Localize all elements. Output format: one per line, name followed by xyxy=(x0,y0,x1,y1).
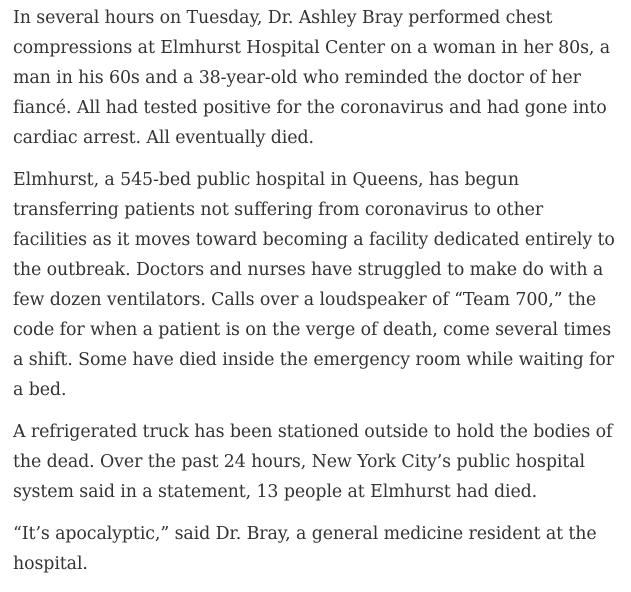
paragraph-2: Elmhurst, a 545-bed public hospital in Queens, has begun transferring patients not suffering from coronavirus to other facilities as it moves toward becoming a facility dedicated entirely to the outbreak. Doctors and nurses have struggled to make do with a few dozen ventilators. Calls over a loudspeaker of “Team 700,” the code for when a patient is on the verge of death, come several times a shift. Some have died inside the emergency room while waiting for a bed. xyxy=(13,170,615,400)
paragraph-1: In several hours on Tuesday, Dr. Ashley Bray performed chest compressions at Elmhurst Hospital Center on a woman in her 80s, a man in his 60s and a 38-year-old who reminded the doctor of her fiancé. All had tested positive for the coronavirus and had gone into cardiac arrest. All eventually died. xyxy=(13,8,611,148)
paragraph-3: A refrigerated truck has been stationed outside to hold the bodies of the dead. Over the past 24 hours, New York City’s public hospital system said in a statement, 13 people at Elmhurst had died. xyxy=(13,422,613,502)
paragraph-4: “It’s apocalyptic,” said Dr. Bray, a general medicine resident at the hospital. xyxy=(13,524,597,574)
